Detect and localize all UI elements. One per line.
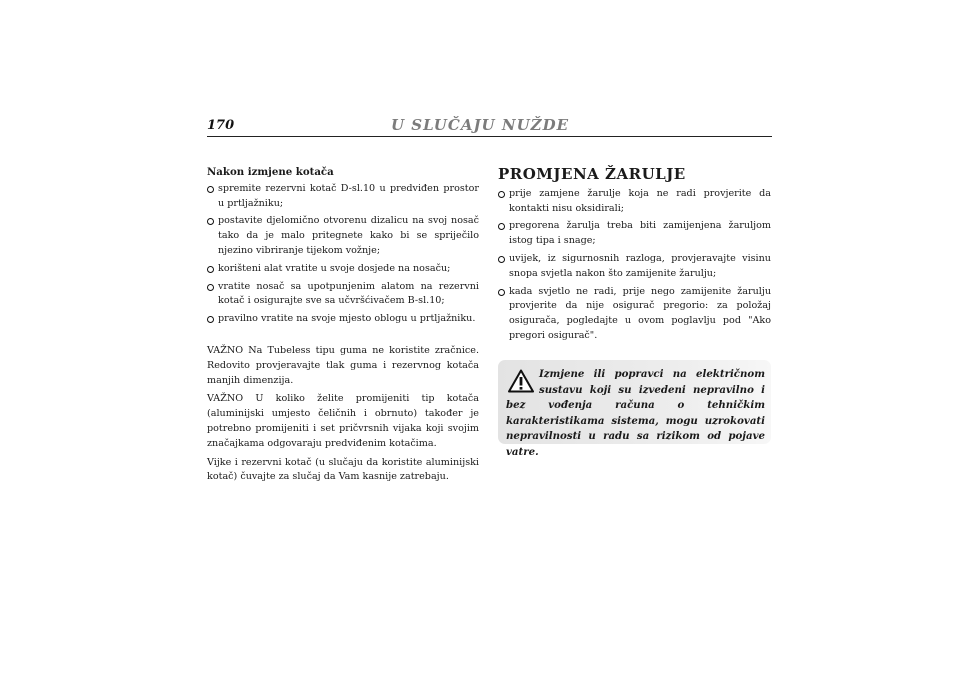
- bullet-circle-icon: [498, 256, 505, 263]
- bullet-circle-icon: [207, 284, 214, 291]
- bulb-change-list: [498, 187, 771, 344]
- bullet-circle-icon: [498, 191, 505, 198]
- list-item: pregorena žarulja treba biti zamijenjena žaruljom istog tipa i snage;: [498, 219, 771, 249]
- bullet-circle-icon: [207, 266, 214, 273]
- list-item: korišteni alat vratite u svoje dosjede na nosaču;: [207, 262, 479, 277]
- list-item: kada svjetlo ne radi, prije nego zamijenite žarulju provjerite da nije osigurač pregorio: za položaj osigurača, pogledajte u ovom poglavlju pod "Ako pregori osigurač".: [498, 285, 771, 344]
- list-item: vratite nosač sa upotpunjenim alatom na rezervni kotač i osigurajte sve sa učvršćivačem B-sl.10;: [207, 280, 479, 310]
- warning-box: [498, 360, 771, 458]
- left-column: [207, 165, 479, 489]
- bullet-circle-icon: [207, 186, 214, 193]
- bullet-circle-icon: [207, 218, 214, 225]
- bullet-circle-icon: [207, 316, 214, 323]
- tubeless-note: VAŽNO Na Tubeless tipu guma ne koristite zračnice. Redovito provjeravajte tlak guma i rezervnog kotača manjih dimenzija.: [207, 344, 479, 386]
- section-title: U SLUČAJU NUŽDE: [390, 116, 570, 134]
- important-notes: [207, 344, 479, 485]
- header-rule: [207, 136, 772, 137]
- list-item: prije zamjene žarulje koja ne radi provjerite da kontakti nisu oksidirali;: [498, 187, 771, 217]
- list-item: spremite rezervni kotač D-sl.10 u predviđen prostor u prtljažniku;: [207, 182, 479, 212]
- bulb-change-heading: PROMJENA ŽARULJE: [498, 165, 686, 183]
- list-item: postavite djelomično otvorenu dizalicu na svoj nosač tako da je malo pritegnete kako bi se spriječilo njezino vibriranje tijekom vožnje;: [207, 214, 479, 258]
- bolts-note: Vijke i rezervni kotač (u slučaju da koristite aluminijski kotač) čuvajte za slučaj da Vam kasnije zatrebaju.: [207, 456, 479, 483]
- list-item: pravilno vratite na svoje mjesto oblogu u prtljažniku.: [207, 312, 479, 327]
- wheel-change-heading: Nakon izmjene kotača: [207, 166, 334, 178]
- wheel-change-list: [207, 182, 479, 327]
- bullet-circle-icon: [498, 289, 505, 296]
- right-column: [498, 165, 771, 347]
- bullet-circle-icon: [498, 223, 505, 230]
- warning-text: Izmjene ili popravci na električnom sustavu koji su izvedeni nepravilno i bez vođenja računa o tehničkim karakteristikama sistema, mogu uzrokovati nepravilnosti u radu sa rizikom od pojave vatre.: [506, 368, 765, 458]
- list-item: uvijek, iz sigurnosnih razloga, provjeravajte visinu snopa svjetla nakon što zamijenite žarulju;: [498, 252, 771, 282]
- wheel-type-note: VAŽNO U koliko želite promijeniti tip kotača (aluminijski umjesto čeličnih i obrnuto) također je potrebno promijeniti i set pričvrsnih vijaka koji svojim značajkama odgovaraju predviđenim kotačima.: [207, 393, 479, 449]
- page-number: 170: [207, 118, 235, 133]
